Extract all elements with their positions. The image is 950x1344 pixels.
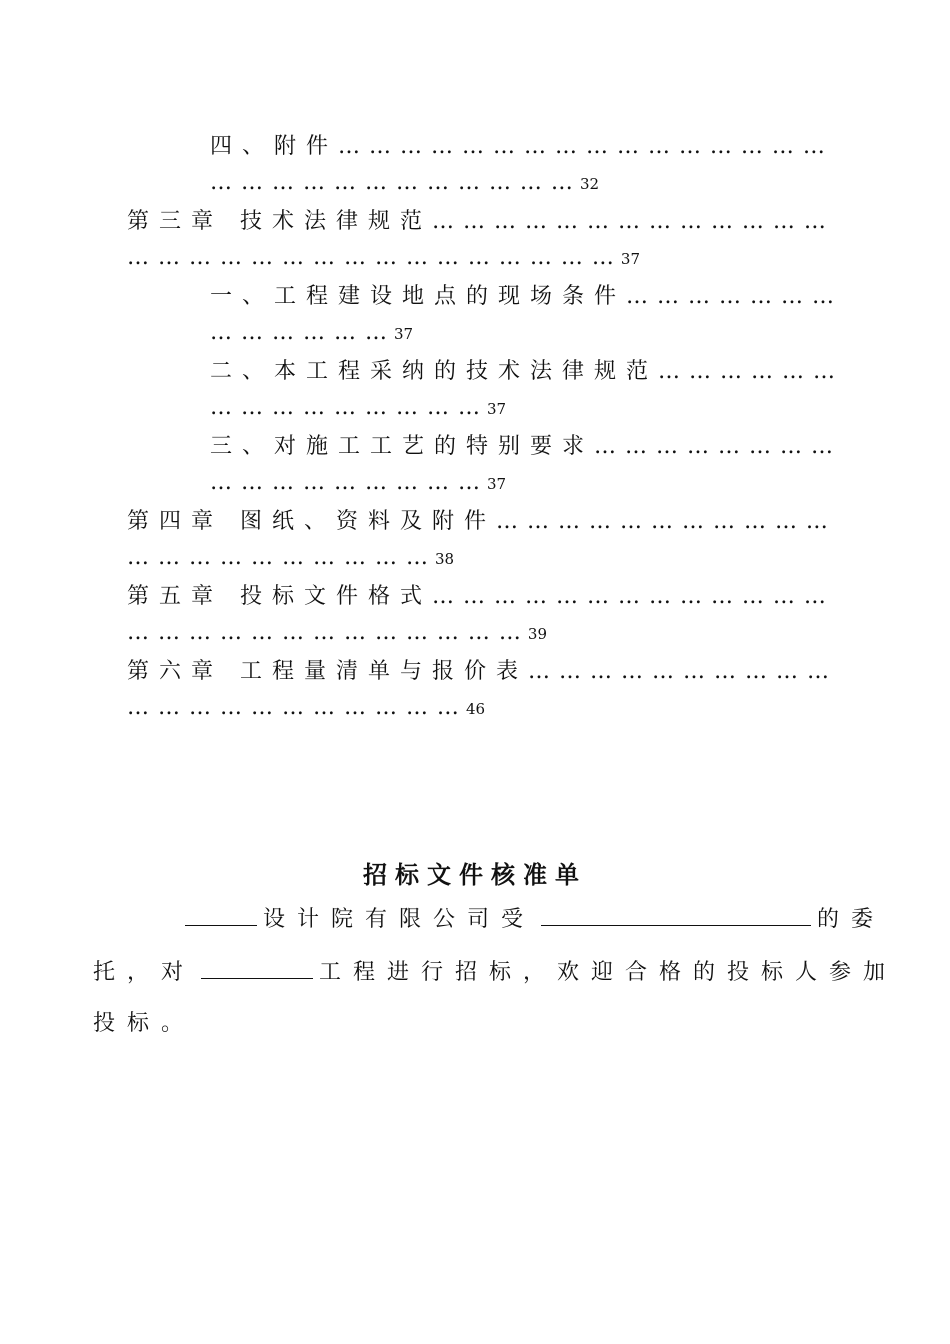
para-text: 托，对	[93, 960, 196, 985]
toc-title: 一、工程建设地点的现场条件	[210, 284, 627, 309]
toc-page: 37	[486, 400, 507, 418]
toc-page: 38	[434, 550, 455, 568]
toc-title: 三、对施工工艺的特别要求	[210, 434, 595, 459]
blank-underline	[201, 956, 313, 979]
toc-page: 32	[579, 175, 600, 193]
section-title: 招标文件核准单	[363, 860, 587, 889]
toc-title: 第三章 技术法律规范	[127, 209, 432, 234]
para-text: 工程进行招标，欢迎合格的投标人参加	[319, 960, 898, 985]
toc-page: 37	[620, 250, 640, 268]
para-text: 的委	[817, 907, 886, 932]
para-text: 设计院有限公司受	[263, 907, 536, 932]
toc-title: 第五章 投标文件格式	[127, 584, 432, 609]
paragraph-line	[185, 903, 885, 936]
paragraph-line	[93, 1008, 195, 1040]
blank-underline	[541, 903, 811, 926]
toc-title: 第六章 工程量清单与报价表	[127, 659, 528, 684]
paragraph-line	[93, 956, 897, 989]
toc-title: 二、本工程采纳的技术法律规范	[210, 359, 659, 384]
para-text: 投标。	[93, 1011, 196, 1036]
toc-page: 46	[465, 700, 486, 718]
toc-page: 37	[486, 475, 507, 493]
blank-underline	[185, 903, 257, 926]
toc-page: 37	[393, 325, 414, 343]
toc-title: 四、附件	[210, 134, 339, 159]
toc-title: 第四章 图纸、资料及附件	[127, 509, 496, 534]
toc-page: 39	[527, 625, 548, 643]
